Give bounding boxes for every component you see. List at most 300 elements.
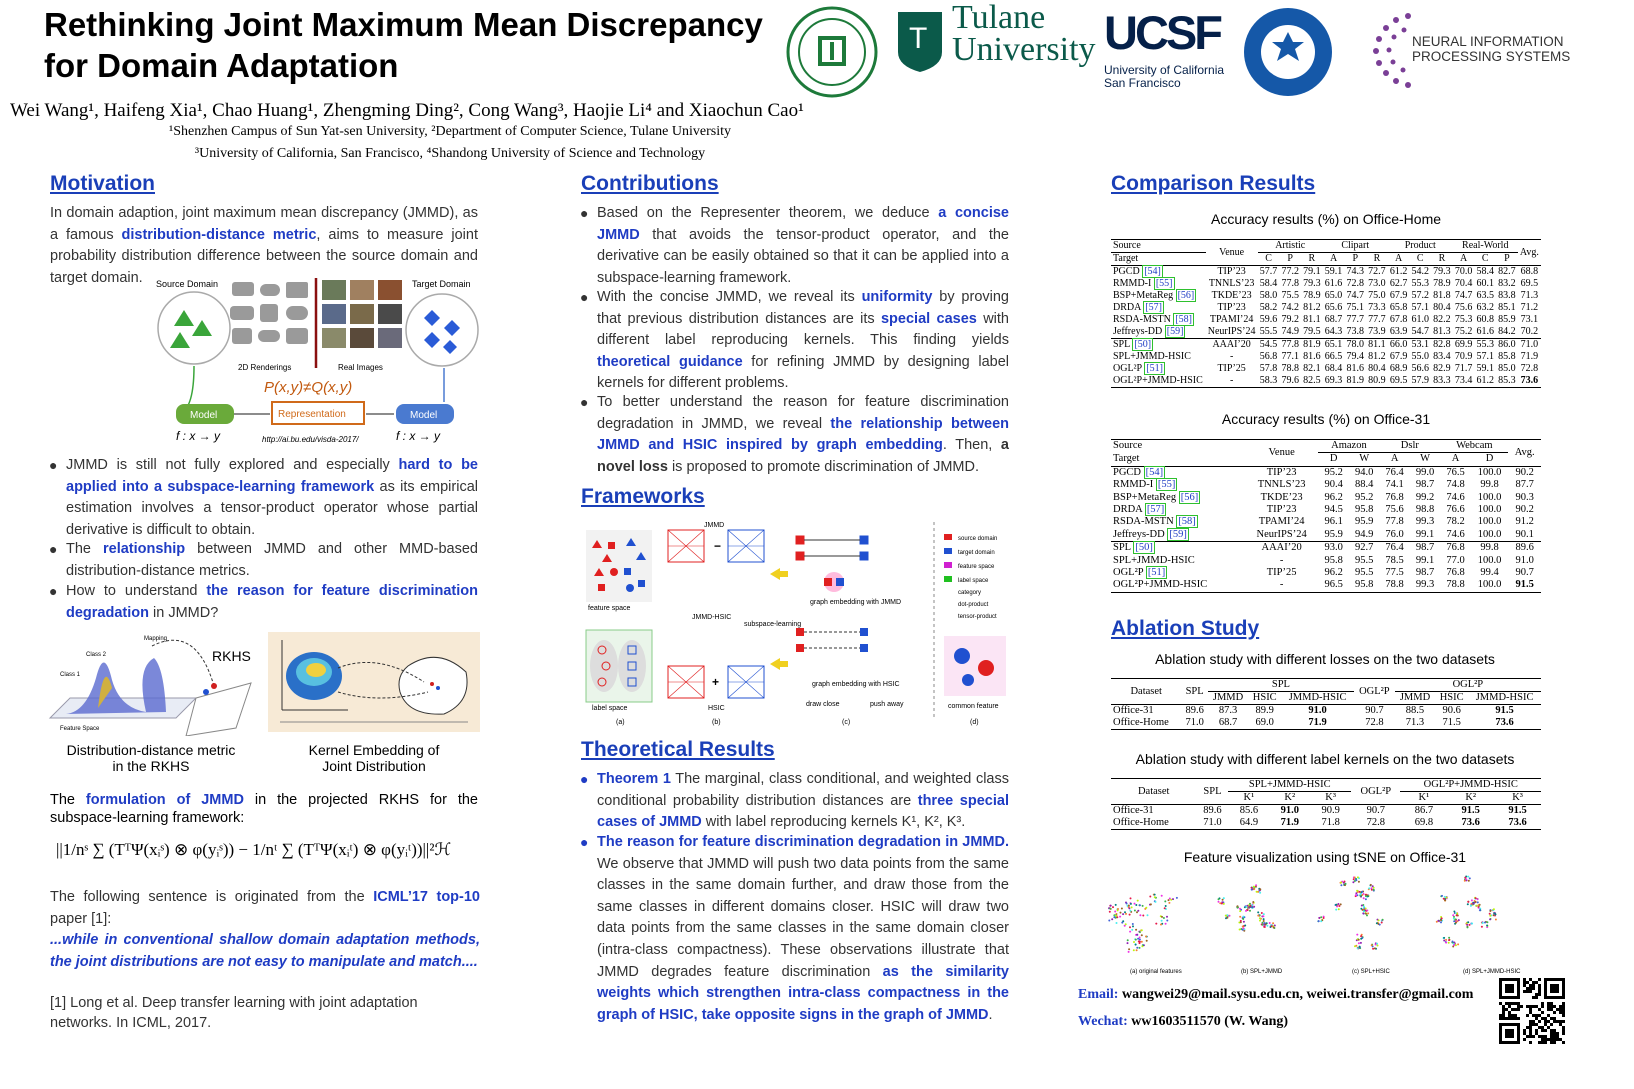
tsne-point bbox=[1110, 905, 1112, 907]
theorem-1: ● Theorem 1 The marginal, class conditional, and weighted class conditional probability distribution distances are three special cases of JMMD with label reproducing kernels K¹, K², K³. bbox=[580, 771, 1009, 831]
table-row: SPL+JMMD-HSIC - 95.8 95.5 78.5 99.1 77.0 100.0 91.0 bbox=[1113, 554, 1534, 566]
tsne-point bbox=[1154, 894, 1156, 896]
tsne-point bbox=[1112, 906, 1114, 908]
tsne-point bbox=[1263, 920, 1265, 922]
tsne-point bbox=[1445, 942, 1447, 944]
tsne-point bbox=[1139, 914, 1141, 916]
ablation-kernel-caption: Ablation study with different label kernels on the two datasets bbox=[1135, 751, 1515, 767]
tsne-point bbox=[1141, 929, 1143, 931]
tsne-point bbox=[1373, 889, 1375, 891]
tsne-point bbox=[1444, 896, 1446, 898]
tsne-point bbox=[1166, 916, 1168, 918]
tsne-point bbox=[1163, 917, 1165, 919]
table-row: RMMD-I [55] TNNLS’23 90.4 88.4 74.1 98.7 74.8 99.8 87.7 bbox=[1113, 479, 1534, 491]
tsne-label: (b) SPL+JMMD bbox=[1241, 969, 1283, 975]
tsne-point bbox=[1253, 888, 1255, 890]
tsne-point bbox=[1489, 918, 1491, 920]
tsne-point bbox=[1149, 896, 1151, 898]
tsne-point bbox=[1132, 923, 1134, 925]
tsne-point bbox=[1469, 877, 1471, 879]
tsne-point bbox=[1129, 910, 1131, 912]
domain-adaptation-figure bbox=[152, 276, 482, 446]
tsne-point bbox=[1139, 947, 1141, 949]
tsne-point bbox=[1121, 922, 1123, 924]
tsne-point bbox=[1120, 912, 1122, 914]
tsne-point bbox=[1136, 947, 1138, 949]
office-home-table: Source Venue Artistic Clipart Product Real-World Avg. Target C P R A P R A C R A C P PGCD [54] TIP’23 57.7 77.2 79.1 59.1 74.3 72.7 61.2 54.2 79.3 70.0 58.4 82.7 68.8 RMMD-I [55] TNNLS’23 58.4 77.8 79.3 61.6 72.8 73.0 62.7 55.3 78.9 70.4 60.1 83.2 69.5 BSP+MetaReg [56] TKDE’23 58.0 75.5 78.9 65.0 74.7 75.0 67.9 57.2 81.8 74.7 63.5 83.8 71.3 DRDA [57] TIP’23 58.2 74.2 81.2 65.6 75.1 73.3 65.8 57.1 80.4 75.6 63.2 85.1 71.2 RSDA-MSTN [58] TPAMI’24 59.6 79.2 81.1 68.7 77.7 77.7 67.8 61.0 82.2 75.3 60.8 85.9 73.1 Jeffreys-DD [59] NeurIPS’24 55.5 74.9 79.5 64.3 73.8 73.9 63.9 54.7 81.3 75.2 61.6 84.2 70.2 SPL [50] AAAI’20 54.5 77.8 81.9 65.1 78.0 81.1 66.0 53.1 82.8 69.9 55.3 86.0 71.0 SPL+JMMD-HSIC - 56.8 77.1 81.6 66.5 79.4 81.2 67.9 55.0 83.4 70.9 57.1 85.8 71.9 OGL²P [51] TIP’25 57.8 78.8 82.1 68.4 81.6 80.4 68.9 56.6 82.9 71.7 59.1 85.0 72.8 OGL²P+JMMD-HSIC - 58.3 79.6 82.5 69.3 81.9 80.9 69.5 57.9 83.3 73.4 61.2 85.3 73.6 bbox=[1111, 239, 1541, 388]
ablation-heading: Ablation Study bbox=[1111, 617, 1260, 640]
tsne-point bbox=[1361, 891, 1363, 893]
tsne-point bbox=[1116, 922, 1118, 924]
qr-code[interactable] bbox=[1499, 978, 1565, 1044]
poster-title bbox=[44, 4, 824, 86]
tsne-point bbox=[1131, 906, 1133, 908]
tsne-point bbox=[1355, 894, 1357, 896]
tsne-point bbox=[1375, 944, 1377, 946]
source-header: Source bbox=[1111, 440, 1245, 453]
tsne-point bbox=[1129, 931, 1131, 933]
tsne-point bbox=[1127, 939, 1129, 941]
tsne-point bbox=[1363, 910, 1365, 912]
tsne-point bbox=[1223, 903, 1225, 905]
tsne-point bbox=[1269, 922, 1271, 924]
tsne-point bbox=[1262, 915, 1264, 917]
svg-text:RKHS: RKHS bbox=[212, 648, 251, 664]
tsne-point bbox=[1164, 900, 1166, 902]
tsne-point bbox=[1141, 941, 1143, 943]
svg-text:common feature: common feature bbox=[948, 703, 999, 710]
tsne-point bbox=[1165, 905, 1167, 907]
tsne-point bbox=[1252, 901, 1254, 903]
tsne-point bbox=[1455, 944, 1457, 946]
tsne-point bbox=[1366, 910, 1368, 912]
tsne-point bbox=[1150, 903, 1152, 905]
tsne-point bbox=[1253, 906, 1255, 908]
source-header: Source bbox=[1111, 240, 1206, 253]
tsne-point bbox=[1125, 923, 1127, 925]
svg-text:f : x → y: f : x → y bbox=[176, 429, 221, 443]
table-row: SPL [50] AAAI’20 93.0 92.7 76.4 98.7 76.8 99.8 89.6 bbox=[1111, 542, 1541, 555]
tsne-point bbox=[1264, 926, 1266, 928]
tsne-point bbox=[1249, 903, 1251, 905]
svg-text:−: − bbox=[714, 539, 722, 553]
tsne-point bbox=[1489, 913, 1491, 915]
tsne-point bbox=[1119, 916, 1121, 918]
tsne-point bbox=[1266, 925, 1268, 927]
author-list: Wei Wang¹, Haifeng Xia¹, Chao Huang¹, Zhengming Ding², Cong Wang³, Haojie Li⁴ and Xiaochun Cao¹ bbox=[10, 100, 804, 121]
tsne-point bbox=[1259, 888, 1261, 890]
table-row: Office-31 89.6 85.6 91.0 90.9 90.7 86.7 91.5 91.5 bbox=[1113, 805, 1527, 816]
tsne-point bbox=[1256, 891, 1258, 893]
tsne-point bbox=[1444, 899, 1446, 901]
tsne-point bbox=[1134, 903, 1136, 905]
tsne-point bbox=[1440, 919, 1442, 921]
tsne-point bbox=[1113, 916, 1115, 918]
tsne-point bbox=[1239, 908, 1241, 910]
tsne-point bbox=[1356, 934, 1358, 936]
svg-text:Class 2: Class 2 bbox=[86, 652, 107, 658]
svg-text:push away: push away bbox=[870, 701, 904, 708]
tsne-point bbox=[1323, 917, 1325, 919]
venue-header: Venue bbox=[1245, 440, 1319, 467]
tsne-point bbox=[1249, 910, 1251, 912]
tsne-point bbox=[1372, 948, 1374, 950]
tsne-point bbox=[1381, 922, 1383, 924]
tsne-point bbox=[1475, 897, 1477, 899]
tsne-point bbox=[1359, 946, 1361, 948]
tsne-point bbox=[1222, 899, 1224, 901]
svg-text:HSIC: HSIC bbox=[708, 705, 725, 712]
motivation-intro: In domain adaption, joint maximum mean discrepancy (JMMD), as a famous distribution-distance metric, aims to measure joint probability distribution difference between the source domain and target domain. bbox=[50, 205, 478, 286]
contribution-1: ● Based on the Representer theorem, we deduce a concise JMMD that avoids the tensor-product operator, and the derivative can be easily obtained so that it can be applied into a subspace-learning framework. bbox=[580, 205, 1009, 286]
kernel-embedding-figure bbox=[268, 632, 480, 732]
tsne-point bbox=[1242, 926, 1244, 928]
tsne-point bbox=[1457, 943, 1459, 945]
tsne-point bbox=[1452, 914, 1454, 916]
tsne-point bbox=[1335, 904, 1337, 906]
tsne-point bbox=[1471, 899, 1473, 901]
tsne-point bbox=[1166, 920, 1168, 922]
svg-text:category: category bbox=[958, 590, 982, 596]
svg-text:2D Renderings: 2D Renderings bbox=[238, 363, 292, 372]
tsne-point bbox=[1263, 918, 1265, 920]
tsne-point bbox=[1147, 914, 1149, 916]
tsne-point bbox=[1244, 925, 1246, 927]
tsne-point bbox=[1453, 944, 1455, 946]
icml-sentence: The following sentence is originated from the ICML’17 top-10 paper [1]: bbox=[50, 889, 480, 927]
tsne-point bbox=[1141, 945, 1143, 947]
tsne-point bbox=[1261, 912, 1263, 914]
tsne-point bbox=[1115, 904, 1117, 906]
office-31-table: Source Venue Amazon Dslr Webcam Avg. Target D W A W A D PGCD [54] TIP’23 95.2 94.0 76.4 99.0 76.5 100.0 90.2 RMMD-I [55] TNNLS’23 90.4 88.4 74.1 98.7 74.8 99.8 87.7 BSP+MetaReg [56] TKDE’23 96.2 95.2 76.8 99.2 74.6 100.0 90.3 DRDA [57] TIP’23 94.5 95.8 75.6 98.8 76.6 100.0 90.2 RSDA-MSTN [58] TPAMI’24 96.1 95.9 77.8 99.3 78.2 100.0 91.2 Jeffreys-DD [59] NeurIPS’24 95.9 94.9 76.0 99.1 74.6 100.0 90.1 SPL [50] AAAI’20 93.0 92.7 76.4 98.7 76.8 99.8 89.6 SPL+JMMD-HSIC - 95.8 95.5 78.5 99.1 77.0 100.0 91.0 OGL²P [51] TIP’25 96.2 95.5 77.5 98.7 76.8 99.4 90.7 OGL²P+JMMD-HSIC - 96.5 95.8 78.8 99.3 78.8 100.0 91.5 bbox=[1111, 439, 1541, 593]
tsne-point bbox=[1161, 920, 1163, 922]
tsne-point bbox=[1259, 892, 1261, 894]
tsne-point bbox=[1335, 909, 1337, 911]
tsne-point bbox=[1111, 918, 1113, 920]
tsne-point bbox=[1242, 927, 1244, 929]
pq-inequality: P(x,y)≠Q(x,y) bbox=[264, 379, 353, 396]
contribution-2: ● With the concise JMMD, we reveal its uniformity by proving that previous distribution distances are its special cases with different label reproducing kernels. This finding yields theoretical guidance for refining JMMD by designing label kernels for different problems. bbox=[580, 289, 1009, 392]
tsne-point bbox=[1126, 903, 1128, 905]
tsne-point bbox=[1357, 947, 1359, 949]
tsne-point bbox=[1358, 939, 1360, 941]
tsne-point bbox=[1441, 895, 1443, 897]
tsne-point bbox=[1361, 905, 1363, 907]
tsne-point bbox=[1115, 915, 1117, 917]
tsne-point bbox=[1467, 901, 1469, 903]
tsne-point bbox=[1453, 920, 1455, 922]
svg-text:Real Images: Real Images bbox=[338, 363, 383, 372]
table-row: OGL²P+JMMD-HSIC - 58.3 79.6 82.5 69.3 81.9 80.9 69.5 57.9 83.3 73.4 61.2 85.3 73.6 bbox=[1111, 375, 1541, 388]
icml-quote: ...while in conventional shallow domain adaptation methods, the joint distributions are not easy to manipulate and match.... bbox=[50, 932, 480, 970]
tsne-point bbox=[1139, 931, 1141, 933]
tulane-wordmark: Tulane University bbox=[952, 0, 1096, 68]
jmmd-formula: ||1/nˢ ∑ (TᵀΨ(xᵢˢ) ⊗ φ(yᵢˢ)) − 1/nᵗ ∑ (TᵀΨ(xᵢᵗ) ⊗ φ(yᵢᵗ))||²ℋ bbox=[56, 840, 452, 859]
tsne-point bbox=[1340, 903, 1342, 905]
tsne-point bbox=[1239, 910, 1241, 912]
tsne-panel bbox=[1436, 876, 1497, 948]
tsne-point bbox=[1168, 902, 1170, 904]
tsne-point bbox=[1114, 911, 1116, 913]
tsne-point bbox=[1445, 939, 1447, 941]
tsne-point bbox=[1124, 911, 1126, 913]
svg-text:Class 1: Class 1 bbox=[60, 672, 81, 678]
tsne-point bbox=[1247, 909, 1249, 911]
degradation-reason: ● The reason for feature discrimination degradation in JMMD. We observe that JMMD will push two data points from the same classes in the same domain further, and draw those from the same classes in different domains closer. HSIC will draw two data points from the same classes in the same domain closer (intra-class compactness). These observations illustrate that JMMD degrades feature discrimination as the similarity weights which strengthen intra-class compactness in the graph of HSIC, take opposite signs in the graph of JMMD. bbox=[580, 834, 1009, 1023]
tsne-point bbox=[1109, 911, 1111, 913]
svg-text:feature space: feature space bbox=[958, 564, 995, 570]
tsne-point bbox=[1221, 903, 1223, 905]
tsne-point bbox=[1141, 934, 1143, 936]
tsne-point bbox=[1484, 922, 1486, 924]
table-row: RMMD-I [55] TNNLS’23 58.4 77.8 79.3 61.6 72.8 73.0 62.7 55.3 78.9 70.4 60.1 83.2 69.5 bbox=[1113, 278, 1539, 289]
tsne-point bbox=[1225, 915, 1227, 917]
table-row: OGL²P [51] TIP’25 96.2 95.5 77.5 98.7 76.8 99.4 90.7 bbox=[1113, 567, 1534, 579]
tsne-point bbox=[1320, 916, 1322, 918]
tsne-point bbox=[1359, 891, 1361, 893]
svg-text:label space: label space bbox=[592, 705, 628, 712]
tsne-point bbox=[1440, 921, 1442, 923]
rkhs-caption: Distribution-distance metric in the RKHS bbox=[66, 742, 236, 774]
table-row: Office-Home 71.0 68.7 69.0 71.9 72.8 71.3 71.5 73.6 bbox=[1111, 717, 1541, 730]
contribution-3: ● To better understand the reason for feature discrimination degradation in JMMD, we reveal the relationship between JMMD and HSIC inspired by graph embedding. Then, a novel loss is proposed to promote discrimination of JMMD. bbox=[580, 394, 1010, 475]
tsne-point bbox=[1130, 903, 1132, 905]
svg-text:target domain: target domain bbox=[958, 550, 995, 556]
tsne-point bbox=[1363, 897, 1365, 899]
svg-text:Model: Model bbox=[410, 410, 438, 421]
svg-text:f : x → y: f : x → y bbox=[396, 429, 441, 443]
title-line-2: for Domain Adaptation bbox=[44, 47, 399, 84]
table-row: Office-Home 71.0 64.9 71.9 71.8 72.8 69.8 73.6 73.6 bbox=[1111, 817, 1541, 830]
svg-text:graph embedding with JMMD: graph embedding with JMMD bbox=[810, 599, 902, 606]
motivation-bullet-3: ● How to understand the reason for feature discrimination degradation in JMMD? bbox=[49, 583, 478, 621]
email-address[interactable]: wangwei29@mail.sysu.edu.cn, weiwei.transfer@gmail.com bbox=[1121, 987, 1474, 1002]
tsne-point bbox=[1475, 905, 1477, 907]
table-row: OGL²P+JMMD-HSIC - 96.5 95.8 78.8 99.3 78.8 100.0 91.5 bbox=[1111, 579, 1541, 592]
table-row: SPL [50] AAAI’20 54.5 77.8 81.9 65.1 78.0 81.1 66.0 53.1 82.8 69.9 55.3 86.0 71.0 bbox=[1111, 339, 1541, 352]
tsne-point bbox=[1468, 880, 1470, 882]
affiliation-line-1: ¹Shenzhen Campus of Sun Yat-sen University, ²Department of Computer Science, Tulane University bbox=[169, 124, 731, 139]
tsne-point bbox=[1482, 922, 1484, 924]
tsne-panel bbox=[1108, 894, 1178, 953]
tsne-point bbox=[1262, 924, 1264, 926]
tsne-point bbox=[1251, 887, 1253, 889]
tsne-point bbox=[1360, 942, 1362, 944]
tsne-point bbox=[1467, 926, 1469, 928]
tsne-point bbox=[1133, 949, 1135, 951]
svg-text:http://ai.bu.edu/visda-2017/: http://ai.bu.edu/visda-2017/ bbox=[262, 435, 359, 444]
tsne-point bbox=[1136, 949, 1138, 951]
table-row: BSP+MetaReg [56] TKDE’23 58.0 75.5 78.9 65.0 74.7 75.0 67.9 57.2 81.8 74.7 63.5 83.8 71.3 bbox=[1113, 290, 1539, 301]
tsne-point bbox=[1465, 878, 1467, 880]
tsne-point bbox=[1134, 910, 1136, 912]
tsne-point bbox=[1129, 914, 1131, 916]
tsne-point bbox=[1259, 917, 1261, 919]
table-row: PGCD [54] TIP’23 95.2 94.0 76.4 99.0 76.5 100.0 90.2 bbox=[1113, 466, 1534, 478]
tsne-point bbox=[1467, 903, 1469, 905]
svg-text:tensor-product: tensor-product bbox=[958, 614, 997, 620]
table-row: Office-31 89.6 87.3 89.9 91.0 90.7 88.5 90.6 91.5 bbox=[1113, 705, 1514, 716]
svg-text:subspace-learning: subspace-learning bbox=[744, 621, 802, 628]
tsne-point bbox=[1128, 951, 1130, 953]
tsne-point bbox=[1337, 903, 1339, 905]
motivation-bullet-1: ● JMMD is still not fully explored and especially hard to be applied into a subspace-learning framework as its empirical estimation involves a tensor-product operator whose partial derivative is difficult to obtain. bbox=[49, 457, 478, 538]
svg-text:source domain: source domain bbox=[958, 536, 998, 542]
ablation-kernel-table: Dataset SPL SPL+JMMD-HSIC OGL²P OGL²P+JMMD-HSIC K¹ K² K³ K¹ K² K³ Office-31 89.6 85.6 91.0 90.9 90.7 86.7 91.5 91.5 Office-Home 71.0 64.9 71.9 71.8 72.8 69.8 73.6 73.6 bbox=[1111, 778, 1541, 830]
tsne-point bbox=[1478, 904, 1480, 906]
tsne-point bbox=[1477, 901, 1479, 903]
tsne-point bbox=[1365, 895, 1367, 897]
tsne-point bbox=[1371, 944, 1373, 946]
tsne-point bbox=[1137, 938, 1139, 940]
avg-header: Avg. bbox=[1518, 240, 1541, 266]
tsne-point bbox=[1239, 929, 1241, 931]
tsne-point bbox=[1475, 901, 1477, 903]
tsne-point bbox=[1453, 911, 1455, 913]
kernel-embedding-caption: Kernel Embedding of Joint Distribution bbox=[308, 742, 440, 774]
tsne-point bbox=[1318, 920, 1320, 922]
tsne-point bbox=[1446, 897, 1448, 899]
sysu-logo bbox=[786, 6, 878, 98]
table-row: RSDA-MSTN [58] TPAMI’24 96.1 95.9 77.8 99.3 78.2 100.0 91.2 bbox=[1113, 516, 1534, 528]
svg-text:T: T bbox=[909, 22, 928, 55]
tsne-point bbox=[1354, 877, 1356, 879]
tsne-point bbox=[1379, 924, 1381, 926]
tsne-point bbox=[1493, 908, 1495, 910]
svg-text:Representation: Representation bbox=[278, 409, 346, 420]
tsne-point bbox=[1161, 916, 1163, 918]
tsne-point bbox=[1357, 876, 1359, 878]
tsne-caption: Feature visualization using tSNE on Office-31 bbox=[1183, 849, 1467, 865]
table-row: DRDA [57] TIP’23 94.5 95.8 75.6 98.8 76.6 100.0 90.2 bbox=[1113, 504, 1534, 516]
tsne-point bbox=[1155, 901, 1157, 903]
tsne-point bbox=[1128, 907, 1130, 909]
tsne-point bbox=[1493, 914, 1495, 916]
table-row: Jeffreys-DD [59] NeurIPS’24 55.5 74.9 79.5 64.3 73.8 73.9 63.9 54.7 81.3 75.2 61.6 84.2 70.2 bbox=[1113, 326, 1539, 337]
svg-text:graph embedding with HSIC: graph embedding with HSIC bbox=[812, 681, 900, 688]
tsne-point bbox=[1237, 906, 1239, 908]
tsne-point bbox=[1495, 913, 1497, 915]
tsne-point bbox=[1345, 883, 1347, 885]
tsne-point bbox=[1374, 947, 1376, 949]
tsne-point bbox=[1437, 920, 1439, 922]
tsne-point bbox=[1121, 908, 1123, 910]
tsne-point bbox=[1443, 898, 1445, 900]
tsne-point bbox=[1117, 908, 1119, 910]
tsne-point bbox=[1472, 903, 1474, 905]
tsne-point bbox=[1251, 906, 1253, 908]
frameworks-heading: Frameworks bbox=[581, 485, 705, 508]
tsne-point bbox=[1378, 919, 1380, 921]
tsne-point bbox=[1489, 915, 1491, 917]
table-row: DRDA [57] TIP’23 58.2 74.2 81.2 65.6 75.1 73.3 65.8 57.1 80.4 75.6 63.2 85.1 71.2 bbox=[1113, 302, 1539, 313]
svg-text:(a): (a) bbox=[616, 719, 625, 726]
tsne-panel bbox=[1218, 884, 1276, 931]
svg-text:Mapping: Mapping bbox=[144, 636, 168, 642]
svg-text:JMMD: JMMD bbox=[704, 522, 725, 529]
tsne-point bbox=[1125, 913, 1127, 915]
tsne-point bbox=[1250, 905, 1252, 907]
tsne-point bbox=[1366, 914, 1368, 916]
tsne-point bbox=[1160, 924, 1162, 926]
svg-text:label space: label space bbox=[958, 578, 989, 584]
theoretical-results-heading: Theoretical Results bbox=[581, 738, 775, 761]
tsne-point bbox=[1479, 909, 1481, 911]
tsne-point bbox=[1263, 913, 1265, 915]
office-home-caption: Accuracy results (%) on Office-Home bbox=[1210, 211, 1442, 227]
tsne-point bbox=[1466, 924, 1468, 926]
tsne-point bbox=[1471, 923, 1473, 925]
tsne-point bbox=[1367, 912, 1369, 914]
tsne-point bbox=[1371, 889, 1373, 891]
frameworks-diagram bbox=[584, 518, 1012, 730]
avg-header: Avg. bbox=[1508, 440, 1541, 467]
tsne-point bbox=[1489, 910, 1491, 912]
tsne-point bbox=[1382, 919, 1384, 921]
tsne-point bbox=[1467, 876, 1469, 878]
tsne-point bbox=[1464, 880, 1466, 882]
tsne-point bbox=[1360, 935, 1362, 937]
tsne-point bbox=[1122, 913, 1124, 915]
tsne-point bbox=[1373, 887, 1375, 889]
tsne-point bbox=[1145, 907, 1147, 909]
source-domain-label: Source Domain bbox=[156, 279, 219, 289]
target-header: Target bbox=[1111, 253, 1206, 266]
tsne-point bbox=[1443, 940, 1445, 942]
tsne-point bbox=[1242, 918, 1244, 920]
sdust-logo bbox=[1242, 6, 1334, 98]
tsne-point bbox=[1338, 908, 1340, 910]
tsne-visualization bbox=[1108, 872, 1544, 978]
tsne-point bbox=[1464, 877, 1466, 879]
tsne-point bbox=[1338, 905, 1340, 907]
tsne-point bbox=[1218, 901, 1220, 903]
tsne-point bbox=[1358, 881, 1360, 883]
wechat-line: Wechat: ww1603511570 (W. Wang) bbox=[1078, 1014, 1289, 1029]
tsne-point bbox=[1128, 948, 1130, 950]
tsne-point bbox=[1458, 919, 1460, 921]
tsne-point bbox=[1136, 911, 1138, 913]
table-row: OGL²P [51] TIP’25 57.8 78.8 82.1 68.4 81.6 80.4 68.9 56.6 82.9 71.7 59.1 85.0 72.8 bbox=[1113, 363, 1539, 374]
office-31-caption: Accuracy results (%) on Office-31 bbox=[1221, 411, 1431, 427]
affiliation-line-2: ³University of California, San Francisco, ⁴Shandong University of Science and Technology bbox=[194, 146, 706, 161]
tsne-point bbox=[1448, 937, 1450, 939]
tsne-point bbox=[1127, 942, 1129, 944]
tsne-point bbox=[1155, 923, 1157, 925]
tsne-point bbox=[1358, 942, 1360, 944]
tsne-point bbox=[1477, 898, 1479, 900]
motivation-heading: Motivation bbox=[50, 172, 155, 195]
tsne-point bbox=[1360, 938, 1362, 940]
tsne-point bbox=[1318, 917, 1320, 919]
ablation-loss-table: Dataset SPL SPL OGL²P OGL²P JMMD HSIC JMMD-HSIC JMMD HSIC JMMD-HSIC Office-31 89.6 87.3 89.9 91.0 90.7 88.5 90.6 91.5 Office-Home 71.0 68.7 69.0 71.9 72.8 71.3 71.5 73.6 bbox=[1111, 678, 1541, 730]
tsne-point bbox=[1495, 919, 1497, 921]
tsne-point bbox=[1481, 926, 1483, 928]
tsne-point bbox=[1243, 921, 1245, 923]
tsne-label: (d) SPL+JMMD-HSIC bbox=[1463, 969, 1521, 975]
title-line-1: Rethinking Joint Maximum Mean Discrepancy bbox=[44, 6, 763, 43]
tsne-point bbox=[1146, 940, 1148, 942]
email-line: Email: wangwei29@mail.sysu.edu.cn, weiwei.transfer@gmail.com bbox=[1078, 987, 1474, 1002]
tsne-point bbox=[1486, 925, 1488, 927]
tsne-point bbox=[1128, 905, 1130, 907]
tsne-point bbox=[1164, 907, 1166, 909]
tsne-point bbox=[1455, 918, 1457, 920]
tsne-point bbox=[1135, 929, 1137, 931]
tsne-point bbox=[1365, 913, 1367, 915]
svg-text:+: + bbox=[712, 675, 720, 689]
tsne-point bbox=[1137, 900, 1139, 902]
